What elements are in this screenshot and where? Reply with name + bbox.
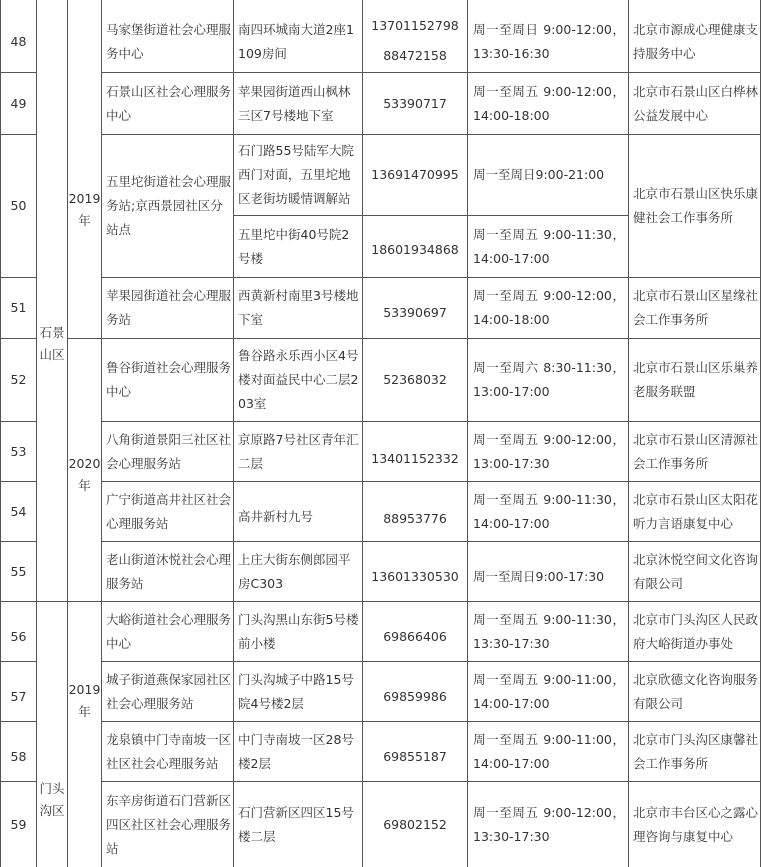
station-address: [234, 782, 362, 867]
service-hours-text: 周一至周六 8:30-11:30，13:00-17:00: [473, 360, 625, 399]
station-address-text: 高井新村九号: [238, 509, 314, 524]
station-address-text: 上庄大街东侧郎园平房C303: [238, 551, 351, 591]
row-number-text: 57: [10, 689, 27, 704]
phone-number: 53390697: [383, 305, 447, 320]
phone-number: 53390717: [383, 95, 447, 111]
station-phone: [363, 782, 467, 867]
station-address: [234, 339, 362, 421]
row-number-text: 54: [10, 503, 27, 519]
operating-org: [629, 482, 760, 541]
row-number: [1, 339, 36, 421]
station-name: [102, 542, 233, 601]
row-number-text: 56: [10, 629, 27, 644]
operating-org: [629, 782, 760, 867]
row-number-text: 53: [10, 443, 27, 459]
row-number-text: 59: [10, 816, 27, 832]
station-address-text: 京原路7号社区青年汇二层: [238, 431, 359, 471]
station-name: [102, 662, 233, 721]
station-phone: [363, 73, 467, 134]
phone-number: 69802152: [383, 816, 447, 832]
operating-org-text: 北京市门头沟区人民政府大峪街道办事处: [633, 611, 759, 651]
operating-org-text: 北京市石景山区太阳花听力言语康复中心: [633, 491, 759, 531]
year-cell: [68, 435, 101, 515]
year-cell: [68, 170, 101, 250]
station-address: [234, 422, 362, 481]
phone-number: 88953776: [383, 511, 447, 526]
grid-line: [36, 601, 102, 602]
service-hours: [468, 782, 628, 867]
operating-org: [629, 542, 760, 601]
station-name-text: 老山街道沐悦社会心理服务站: [106, 551, 232, 591]
row-number-text: 55: [10, 563, 27, 579]
service-hours-text: 周一至周日 9:00-12:00，13:30-16:30: [473, 22, 625, 61]
station-address: [234, 602, 362, 661]
station-address: [234, 278, 362, 338]
district-cell: [37, 740, 67, 860]
service-hours: [468, 73, 628, 134]
service-hours-text: 周一至周五 9:00-11:30，14:00-17:00: [473, 491, 625, 531]
year-label: 2020年: [68, 456, 101, 493]
operating-org-text: 北京市石景山区快乐康健社会工作事务所: [633, 186, 759, 225]
station-address-text: 石门营新区四区15号楼二层: [238, 804, 354, 844]
operating-org: [629, 278, 760, 338]
station-name-text: 八角街道景阳三社区社会心理服务站: [106, 431, 232, 471]
station-name-text: 龙泉镇中门寺南坡一区社区社会心理服务站: [106, 731, 232, 771]
district-label: 门头沟区: [39, 781, 65, 818]
service-hours: [468, 135, 628, 215]
row-number: [1, 422, 36, 481]
station-address-text: 中门寺南坡一区28号楼2层: [238, 731, 354, 771]
station-address: [234, 722, 362, 781]
station-name: [102, 602, 233, 661]
row-number: [1, 278, 36, 338]
phone-number: 13701152798: [371, 18, 459, 33]
year-label: 2019年: [68, 682, 101, 719]
year-cell: [68, 661, 101, 741]
district-cell: [37, 279, 67, 409]
grid-line: [67, 338, 102, 339]
service-hours-text: 周一至周五 9:00-12:00，14:00-18:00: [473, 288, 625, 327]
operating-org-text: 北京欣德文化咨询服务有限公司: [633, 671, 759, 711]
station-address-text: 鲁谷路永乐西小区4号楼对面益民中心二层203室: [238, 348, 359, 411]
station-address-text: 南四环城南大道2座1109房间: [238, 22, 354, 61]
station-address-text: 苹果园街道西山枫林三区7号楼地下室: [238, 83, 351, 123]
service-hours-text: 周一至周五 9:00-12:00，13:00-17:30: [473, 431, 625, 471]
phone-number: 52368032: [383, 372, 447, 387]
phone-number: 13601330530: [371, 569, 459, 584]
operating-org: [629, 422, 760, 481]
phone-number: 18601934868: [371, 242, 459, 257]
service-hours: [468, 216, 628, 277]
operating-org-text: 北京市源成心理健康支持服务中心: [633, 22, 759, 61]
row-number-text: 58: [10, 749, 27, 764]
station-address: [234, 73, 362, 134]
operating-org: [629, 135, 760, 277]
row-number: [1, 782, 36, 867]
service-hours-text: 周一至周日9:00-17:30: [473, 569, 605, 584]
service-hours: [468, 339, 628, 421]
operating-org: [629, 12, 760, 72]
row-number: [1, 482, 36, 541]
station-address: [234, 135, 362, 215]
station-phone: [363, 10, 467, 72]
service-hours: [468, 278, 628, 338]
operating-org-text: 北京市石景山区星缘社会工作事务所: [633, 288, 759, 327]
station-phone: [363, 278, 467, 348]
station-name: [102, 339, 233, 421]
service-hours-text: 周一至周五 9:00-12:00，13:30-17:30: [473, 804, 625, 844]
phone-number: 13401152332: [371, 451, 459, 466]
station-name: [102, 782, 233, 867]
station-phone: [363, 135, 467, 215]
station-name-text: 广宁街道高井社区社会心理服务站: [106, 491, 232, 531]
operating-org-text: 北京市石景山区白桦林公益发展中心: [633, 83, 759, 123]
service-hours-text: 周一至周五 9:00-11:00，14:00-17:00: [473, 671, 625, 711]
station-phone: [363, 339, 467, 421]
service-hours: [468, 602, 628, 661]
operating-org: [629, 722, 760, 781]
station-name-text: 鲁谷街道社会心理服务中心: [106, 360, 232, 399]
station-address-text: 五里坨中街40号院2号楼: [238, 226, 350, 266]
station-name-text: 五里坨街道社会心理服务站;京西景园社区分站点: [106, 174, 232, 237]
station-address: [234, 542, 362, 601]
station-name: [102, 278, 233, 338]
year-label: 2019年: [68, 191, 101, 228]
district-label: 石景山区: [39, 325, 65, 362]
station-address: [234, 216, 362, 277]
row-number-text: 52: [10, 372, 27, 387]
service-hours: [468, 12, 628, 72]
operating-org-text: 北京市丰台区心之露心理咨询与康复中心: [633, 804, 759, 844]
station-name: [102, 12, 233, 72]
station-name: [102, 722, 233, 781]
operating-org-text: 北京市石景山区乐巢养老服务联盟: [633, 360, 759, 399]
row-number-text: 49: [10, 95, 27, 111]
station-name: [102, 135, 233, 277]
station-name-text: 石景山区社会心理服务中心: [106, 83, 232, 123]
operating-org: [629, 73, 760, 134]
row-number: [1, 542, 36, 601]
station-address-text: 门头沟黑山东街5号楼前小楼: [238, 611, 359, 651]
station-address-text: 西黄新村南里3号楼地下室: [238, 288, 359, 327]
station-name-text: 苹果园街道社会心理服务站: [106, 288, 232, 327]
row-number: [1, 135, 36, 277]
operating-org-text: 北京市石景山区清源社会工作事务所: [633, 431, 759, 471]
service-hours: [468, 722, 628, 781]
operating-org: [629, 602, 760, 661]
service-hours-text: 周一至周五 9:00-12:00，14:00-18:00: [473, 83, 625, 123]
station-name-text: 马家堡街道社会心理服务中心: [106, 22, 232, 61]
station-name-text: 大峪街道社会心理服务中心: [106, 611, 232, 651]
phone-number: 13691470995: [371, 167, 459, 182]
station-address-text: 石门路55号陆军大院西门对面，五里坨地区老街坊暖情调解站: [238, 143, 354, 206]
phone-number: 69866406: [383, 629, 447, 644]
operating-org: [629, 339, 760, 421]
station-address: [234, 662, 362, 721]
station-name-text: 东辛房街道石门营新区四区社区社会心理服务站: [106, 792, 232, 856]
station-address-text: 门头沟城子中路15号院4号楼2层: [238, 671, 354, 711]
station-name-text: 城子街道燕保家园社区社会心理服务站: [106, 671, 232, 711]
row-number: [1, 73, 36, 134]
row-number: [1, 12, 36, 72]
station-name: [102, 422, 233, 481]
phone-number: 69855187: [383, 749, 447, 764]
service-hours: [468, 482, 628, 541]
service-hours-text: 周一至周五 9:00-11:30，14:00-17:00: [473, 226, 625, 266]
service-hours: [468, 422, 628, 481]
grid-line: [36, 0, 37, 867]
service-hours-text: 周一至周五 9:00-11:30，13:30-17:30: [473, 611, 625, 651]
operating-org: [629, 662, 760, 721]
row-number-text: 48: [10, 34, 27, 49]
row-number-text: 50: [10, 198, 27, 213]
row-number-text: 51: [10, 300, 27, 315]
service-hours-text: 周一至周日9:00-21:00: [473, 167, 605, 182]
operating-org-text: 北京市门头沟区康馨社会工作事务所: [633, 731, 759, 771]
operating-org-text: 北京沐悦空间文化咨询有限公司: [633, 551, 759, 591]
service-hours-text: 周一至周五 9:00-11:00，14:00-17:00: [473, 731, 625, 771]
phone-number: 88472158: [383, 48, 447, 63]
station-name: [102, 482, 233, 541]
station-address: [234, 12, 362, 72]
phone-number: 69859986: [383, 689, 447, 704]
service-hours: [468, 662, 628, 721]
station-phone: [363, 223, 467, 277]
station-name: [102, 73, 233, 134]
